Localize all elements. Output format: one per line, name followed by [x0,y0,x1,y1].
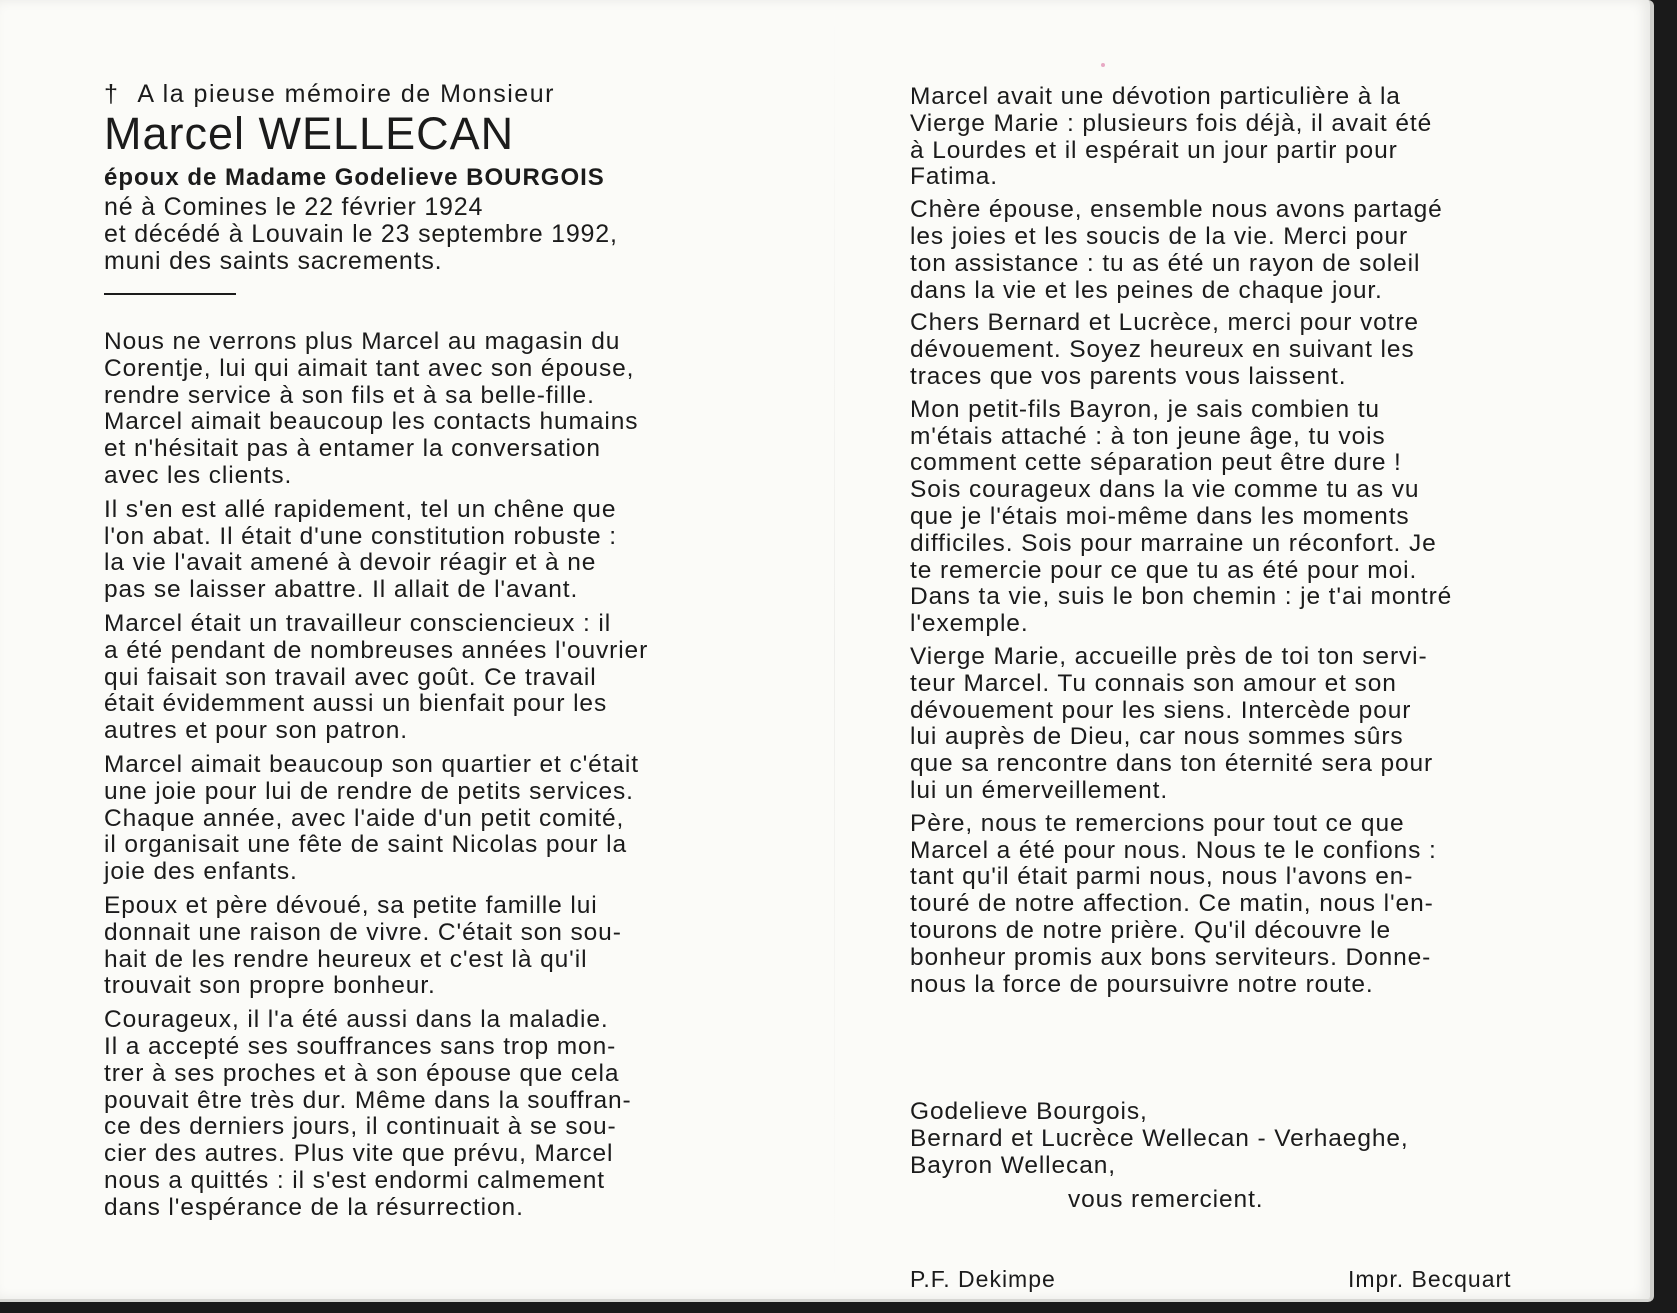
signature-line: Bernard et Lucrèce Wellecan - Verhaeghe, [910,1125,1409,1152]
right-paragraph: Marcel avait une dévotion particulière à la Vierge Marie : plusieurs fois déjà, il avait été à Lourdes et il espérait un jour partir pour Fatima. [910,83,1433,191]
right-paragraph: Mon petit-fils Bayron, je sais combien tu m'étais attaché : à ton jeune âge, tu vois comment cette séparation peut être dure ! Sois courageux dans la vie comme tu as vu que je l'étais moi-même dans les moments difficiles. Sois pour marraine un réconfort. Je te remercie pour ce que tu as été pour moi. Dans ta vie, suis le bon chemin : je t'ai montré l'exemple. [910,395,1453,638]
left-paragraph: Marcel était un travailleur consciencieux : il a été pendant de nombreuses années l'ouvrier qui faisait son travail avec goût. Ce travail était évidemment aussi un bienfait pour les autres et pour son patron. [104,609,649,745]
paper-speck [1101,63,1105,67]
divider-rule [104,293,236,295]
intro-text: A la pieuse mémoire de Monsieur [137,80,555,108]
funeral-director: P.F. Dekimpe [910,1266,1056,1292]
left-paragraph: Il s'en est allé rapidement, tel un chêne que l'on abat. Il était d'une constitution robuste : la vie l'avait amené à devoir réagir et à ne pas se laisser abattre. Il allait de l'avant. [104,495,617,604]
intro-line [104,78,744,110]
family-signatures [910,1098,1550,1213]
left-paragraph: Nous ne verrons plus Marcel au magasin du Corentje, lui qui aimait tant avec son épouse, rendre service à son fils et à sa belle-fille. Marcel aimait beaucoup les contacts humains et n'hésitait pas à entamer la conversation avec les clients. [104,328,639,489]
birth-line: né à Comines le 22 février 1924 [104,193,484,221]
left-column [104,78,744,1229]
right-column [910,84,1550,1004]
card-fold-line [834,0,835,1299]
sacraments-line: muni des saints sacrements. [104,247,443,275]
deceased-name: Marcel WELLECAN [104,108,515,159]
right-paragraph: Chère épouse, ensemble nous avons partagé les joies et les soucis de la vie. Merci pour ton assistance : tu as été un rayon de soleil dans la vie et les peines de chaque jour. [910,196,1443,304]
right-paragraph: Chers Bernard et Lucrèce, merci pour votre dévouement. Soyez heureux en suivant les traces que vos parents vous laissent. [910,309,1419,390]
thanks-line: vous remercient. [1068,1186,1264,1213]
printer-credit: Impr. Becquart [1348,1266,1512,1292]
left-paragraph: Marcel aimait beaucoup son quartier et c'était une joie pour lui de rendre de petits services. Chaque année, avec l'aide d'un petit comité, il organisait une fête de saint Nicolas pour la joie des enfants. [104,750,639,886]
spouse-line: époux de Madame Godelieve BOURGOIS [104,164,605,191]
signature-line: Godelieve Bourgois, [910,1098,1148,1125]
cross-icon: † [104,80,120,108]
left-paragraph: Courageux, il l'a été aussi dans la maladie. Il a accepté ses souffrances sans trop mon- trer à ses proches et à son épouse que cela pouvait être très dur. Même dans la souffran- ce des derniers jours, il continuait à se sou- cier des autres. Plus vite que prévu, Marcel nous a quittés : il s'est endormi calmement dans l'espérance de la résurrection. [104,1006,632,1221]
signature-line: Bayron Wellecan, [910,1152,1116,1179]
left-paragraph: Epoux et père dévoué, sa petite famille lui donnait une raison de vivre. C'était son sou- hait de les rendre heureux et c'est là qu'il trouvait son propre bonheur. [104,891,622,1000]
death-line: et décédé à Louvain le 23 septembre 1992, [104,220,618,248]
right-paragraph: Vierge Marie, accueille près de toi ton servi- teur Marcel. Tu connais son amour et son dévouement pour les siens. Intercède pour lui auprès de Dieu, car nous sommes sûrs que sa rencontre dans ton éternité sera pour lui un émerveillement. [910,642,1434,804]
right-paragraph: Père, nous te remercions pour tout ce que Marcel a été pour nous. Nous te le confions : tant qu'il était parmi nous, nous l'avons en- touré de notre affection. Ce matin, nous l'en- tourons de notre prière. Qu'il découvre le bonheur promis aux bons serviteurs. Donne- nous la force de poursuivre notre route. [910,809,1437,998]
